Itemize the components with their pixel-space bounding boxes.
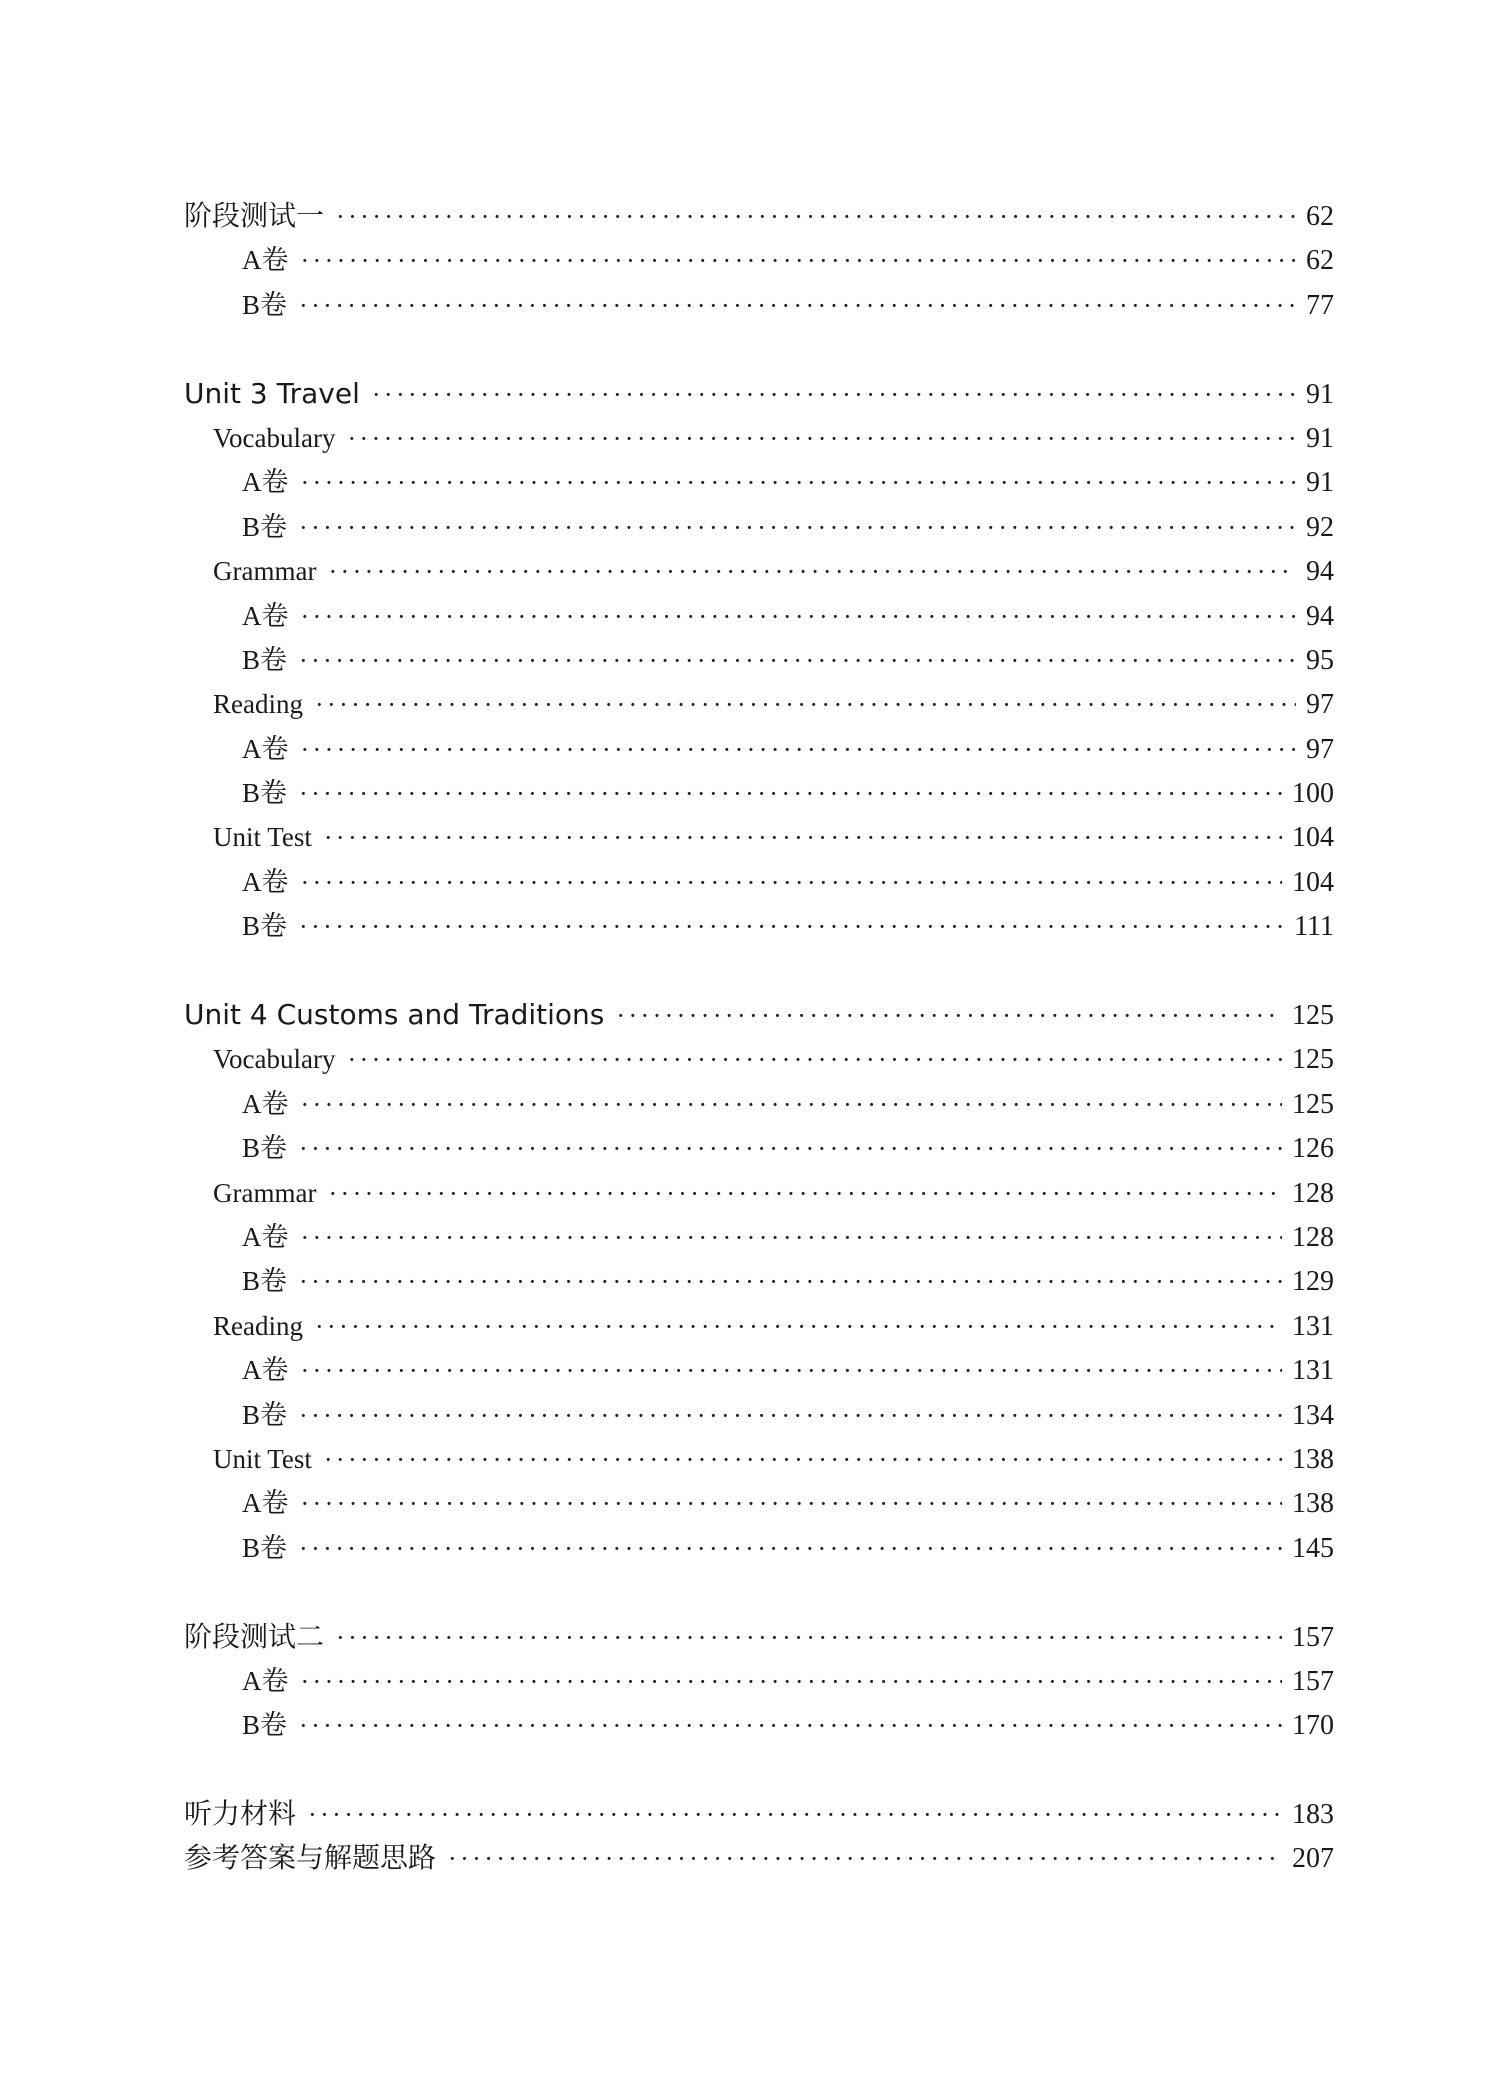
toc-dot-leader <box>299 772 1282 816</box>
toc-dot-leader <box>328 550 1296 594</box>
toc-item-entry <box>184 1526 1334 1570</box>
toc-item-entry <box>184 1259 1334 1303</box>
toc-page-number: 95 <box>1306 644 1334 676</box>
toc-page-number: 128 <box>1292 1221 1334 1253</box>
toc-section-entry <box>184 1836 1334 1880</box>
toc-dot-leader <box>299 506 1296 550</box>
toc-dot-leader <box>301 1349 1283 1393</box>
toc-page-number: 131 <box>1292 1310 1334 1342</box>
toc-subsection-entry <box>184 1037 1334 1081</box>
toc-entry-label: B卷 <box>242 1532 288 1563</box>
toc-dot-leader <box>301 1660 1283 1704</box>
toc-item-entry <box>184 1659 1334 1703</box>
toc-entry-label: Unit Test <box>213 822 312 853</box>
toc-entry-label: Reading <box>213 1310 303 1341</box>
toc-entry-label: Vocabulary <box>213 422 336 453</box>
toc-entry-label: A卷 <box>242 1221 289 1252</box>
toc-entry-label: Unit 4 Customs and Traditions <box>184 998 605 1032</box>
toc-entry-label: B卷 <box>242 644 288 675</box>
toc-page-number: 111 <box>1294 911 1334 943</box>
toc-entry-label: A卷 <box>242 600 289 631</box>
toc-item-entry <box>184 860 1334 904</box>
toc-entry-label: A卷 <box>242 245 289 276</box>
table-of-contents <box>184 194 1334 1881</box>
toc-item-entry <box>184 1481 1334 1525</box>
toc-item-entry <box>184 904 1334 948</box>
toc-dot-leader <box>301 461 1297 505</box>
toc-page-number: 170 <box>1292 1710 1334 1742</box>
toc-item-entry <box>184 771 1334 815</box>
toc-subsection-entry <box>184 815 1334 859</box>
toc-section-entry <box>184 372 1334 416</box>
toc-entry-label: A卷 <box>242 1088 289 1119</box>
toc-dot-leader <box>301 728 1297 772</box>
toc-entry-label: B卷 <box>242 289 288 320</box>
toc-page-number: 157 <box>1292 1621 1334 1653</box>
toc-entry-label: B卷 <box>242 778 288 809</box>
toc-entry-label: 阶段测试一 <box>184 199 325 232</box>
toc-dot-leader <box>299 284 1296 328</box>
toc-dot-leader <box>448 1837 1282 1881</box>
toc-page-number: 92 <box>1306 511 1334 543</box>
toc-entry-label: 听力材料 <box>184 1797 297 1831</box>
toc-entry-label: Grammar <box>213 1177 317 1208</box>
toc-dot-leader <box>372 373 1296 417</box>
toc-page-number: 62 <box>1306 245 1334 277</box>
toc-entry-label: Reading <box>213 689 303 720</box>
toc-page-number: 131 <box>1292 1355 1334 1387</box>
toc-page-number: 125 <box>1292 1088 1334 1120</box>
toc-entry-label: B卷 <box>242 1133 288 1164</box>
toc-section-entry <box>184 194 1334 238</box>
toc-page-number: 126 <box>1292 1133 1334 1165</box>
toc-item-entry <box>184 1126 1334 1170</box>
toc-section-entry <box>184 1615 1334 1659</box>
toc-page-number: 125 <box>1292 1000 1334 1032</box>
toc-entry-label: A卷 <box>242 1488 289 1519</box>
toc-page-number: 91 <box>1306 378 1334 410</box>
toc-subsection-entry <box>184 682 1334 726</box>
toc-dot-leader <box>299 1127 1282 1171</box>
toc-page-number: 94 <box>1306 600 1334 632</box>
toc-item-entry <box>184 594 1334 638</box>
toc-entry-label: B卷 <box>242 511 288 542</box>
toc-dot-leader <box>324 816 1282 860</box>
toc-dot-leader <box>315 1305 1282 1349</box>
toc-page-number: 91 <box>1306 467 1334 499</box>
toc-item-entry <box>184 460 1334 504</box>
toc-item-entry <box>184 727 1334 771</box>
toc-dot-leader <box>299 1394 1282 1438</box>
toc-entry-label: B卷 <box>242 1710 288 1741</box>
toc-dot-leader <box>301 1482 1283 1526</box>
toc-dot-leader <box>347 417 1296 461</box>
toc-section-entry <box>184 1792 1334 1836</box>
toc-subsection-entry <box>184 1171 1334 1215</box>
toc-dot-leader <box>301 239 1297 283</box>
toc-entry-label: B卷 <box>242 1399 288 1430</box>
toc-page-number: 138 <box>1292 1443 1334 1475</box>
toc-item-entry <box>184 638 1334 682</box>
toc-entry-label: Unit Test <box>213 1443 312 1474</box>
toc-item-entry <box>184 1703 1334 1747</box>
toc-item-entry <box>184 1082 1334 1126</box>
toc-entry-label: B卷 <box>242 911 288 942</box>
toc-page-number: 145 <box>1292 1532 1334 1564</box>
toc-entry-label: B卷 <box>242 1266 288 1297</box>
toc-item-entry <box>184 283 1334 327</box>
toc-section-entry <box>184 993 1334 1037</box>
toc-page-number: 129 <box>1292 1266 1334 1298</box>
toc-page-number: 134 <box>1292 1399 1334 1431</box>
toc-dot-leader <box>328 1172 1282 1216</box>
toc-item-entry <box>184 1215 1334 1259</box>
toc-dot-leader <box>315 683 1296 727</box>
toc-page-number: 104 <box>1292 822 1334 854</box>
toc-entry-label: Unit 3 Travel <box>184 376 360 410</box>
toc-entry-label: A卷 <box>242 467 289 498</box>
toc-item-entry <box>184 1393 1334 1437</box>
toc-entry-label: Grammar <box>213 556 317 587</box>
toc-subsection-entry <box>184 1437 1334 1481</box>
toc-page-number: 125 <box>1292 1044 1334 1076</box>
toc-dot-leader <box>301 1083 1283 1127</box>
toc-page-number: 94 <box>1306 556 1334 588</box>
toc-dot-leader <box>299 639 1296 683</box>
toc-item-entry <box>184 238 1334 282</box>
toc-dot-leader <box>299 1260 1282 1304</box>
toc-subsection-entry <box>184 416 1334 460</box>
toc-page-number: 100 <box>1292 778 1334 810</box>
toc-page-number: 183 <box>1292 1799 1334 1831</box>
toc-page-number: 97 <box>1306 733 1334 765</box>
toc-entry-label: A卷 <box>242 1665 289 1696</box>
toc-dot-leader <box>324 1438 1282 1482</box>
toc-dot-leader <box>308 1793 1282 1837</box>
toc-page-number: 77 <box>1306 289 1334 321</box>
toc-item-entry <box>184 505 1334 549</box>
toc-page-number: 157 <box>1292 1665 1334 1697</box>
toc-dot-leader <box>299 1704 1282 1748</box>
toc-dot-leader <box>299 1527 1282 1571</box>
toc-dot-leader <box>336 1616 1282 1660</box>
toc-page-number: 62 <box>1306 201 1334 232</box>
toc-entry-label: Vocabulary <box>213 1044 336 1075</box>
toc-page-number: 104 <box>1292 866 1334 898</box>
toc-page-number: 138 <box>1292 1488 1334 1520</box>
toc-page-number: 97 <box>1306 689 1334 721</box>
toc-dot-leader <box>336 195 1296 239</box>
toc-page-number: 91 <box>1306 422 1334 454</box>
toc-dot-leader <box>301 861 1283 905</box>
toc-entry-label: A卷 <box>242 733 289 764</box>
toc-dot-leader <box>347 1038 1282 1082</box>
toc-dot-leader <box>299 905 1284 949</box>
toc-item-entry <box>184 1348 1334 1392</box>
toc-subsection-entry <box>184 1304 1334 1348</box>
toc-dot-leader <box>616 994 1282 1038</box>
toc-page-number: 207 <box>1292 1843 1334 1875</box>
toc-entry-label: 参考答案与解题思路 <box>184 1841 437 1875</box>
toc-page-number: 128 <box>1292 1177 1334 1209</box>
toc-entry-label: 阶段测试二 <box>184 1619 325 1653</box>
toc-entry-label: A卷 <box>242 866 289 897</box>
toc-entry-label: A卷 <box>242 1355 289 1386</box>
toc-dot-leader <box>301 1216 1283 1260</box>
toc-subsection-entry <box>184 549 1334 593</box>
toc-dot-leader <box>301 595 1297 639</box>
